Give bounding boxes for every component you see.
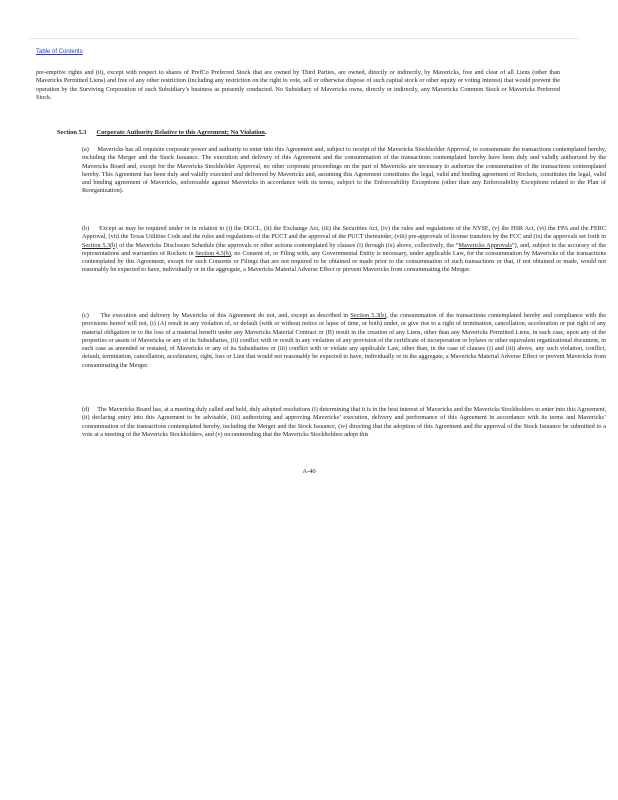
paragraph-b-text-2: of the Mavericks Disclosure Schedule (the approvals or other actions contemplated by clauses (i) through (ix) above, collectively, the “ [119,241,459,249]
paragraph-c-text-2: , the consummation of the transactions contemplated hereby and compliance with the provisions hereof will not, (i) (A) result in any violation of, or default (with or without notice or lapse of time, or both) under, or give rise to a right of termination, cancellation, acceleration or put right of any material obligation or to the loss of a material benefit under any Mavericks Material Contract or (B) result in the creation of any Liens, other than any Mavericks Permitted Liens, in each case, upon any of the properties or assets of Mavericks or any of its Subsidiaries, (ii) conflict with or result in any violation of any provision of the certificate of incorporation or bylaws or other equivalent organizational document, in each case as amended or restated, of Mavericks or any of its Subsidiaries or (iii) conflict with or violate any applicable Law, other than, in the case of clauses (i) and (iii) above, any such violation, conflict, default, termination, cancellation, acceleration, right, loss or Lien that would not reasonably be expected to have, individually or in the aggregate, a Mavericks Material Adverse Effect or prevent Mavericks from consummating the Merger. [82,312,607,369]
paragraph-a [36,146,606,196]
section-4-3-b-reference[interactable]: Section 4.3(b) [195,249,231,257]
paragraph-b-text-4: , no Consent of, or Filing with, any Governmental Entity is necessary, under applicable Law, for the consummation by Mavericks of the transactions contemplated by this Agreement, except for such Consents or Filings that are not required to be obtained or made prior to the consummation of such transactions or that, if not obtained or made, would not reasonably be expected to have, individually or in the aggregate, a Mavericks Material Adverse Effect or prevent Mavericks from consummating the Merger. [82,249,606,274]
section-title-end: . [264,129,267,136]
table-of-contents-link[interactable]: Table of Contents [36,49,83,55]
paragraph-c [36,312,606,370]
paragraph-d [36,406,606,439]
paragraph-d-label: (d) [82,406,90,413]
section-number: Section 5.3 [57,129,87,136]
paragraph-d-text: The Mavericks Board has, at a meeting duly called and held, duly adopted resolutions (i) determining that it is in the best interest of Mavericks and the Mavericks Stockholders to enter into this Agreement, (ii) declaring entry into this Agreement to be advisable, (iii) authorizing and approving Mavericks’ execution, delivery and performance of this Agreement in accordance with its terms and Mavericks’ consummation of the transactions contemplated hereby, including the Merger and the Stock Issuance, (iv) directing that the adoption of this Agreement and the approval of the Stock Issuance be submitted to a vote at a meeting of the Mavericks Stockholders, and (v) recommending that the Mavericks Stockholders adopt this [82,406,607,438]
paragraph-b-label: (b) [82,225,90,232]
paragraph-continuation: pre-emptive rights and (ii), except with respect to shares of PrefCo Preferred Stock that are owned by Third Parties, are owned, directly or indirectly, by Mavericks, free and clear of all Liens (other than Mavericks Permitted Liens) and free of any other restriction (including any restriction on the right to vote, sell or otherwise dispose of such capital stock or other equity or voting interest) that would prevent the operation by the Surviving Corporation of such Subsidiary’s business as presently conducted. No Subsidiary of Mavericks owns, directly or indirectly, any Mavericks Common Stock or Mavericks Preferred Stock. [36,69,560,101]
paragraph-a-text: Mavericks has all requisite corporate power and authority to enter into this Agreement and, subject to receipt of the Mavericks Stockholder Approval, to consummate the transactions contemplated hereby, including the Merger and the Stock Issuance. The execution and delivery of this Agreement and the consummation of the transactions contemplated hereby have been duly and validly authorized by the Mavericks Board and, except for the Mavericks Stockholder Approval, no other corporate proceedings on the part of Mavericks are necessary to authorize the consummation of the transactions contemplated hereby. This Agreement has been duly and validly executed and delivered by Mavericks and, assuming this Agreement constitutes the legal, valid and binding agreement of Rockets, constitutes the legal, valid and binding agreement of Mavericks, enforceable against Mavericks in accordance with its terms, subject to the Enforceability Exceptions (other than any Enforceability Exceptions related to the Plan of Reorganization). [82,146,607,195]
paragraph-c-label: (c) [82,312,89,319]
paragraph-c-text-1: The execution and delivery by Mavericks of this Agreement do not, and, except as described in [100,312,349,319]
section-5-3-b-reference[interactable]: Section 5.3(b) [82,241,118,249]
section-5-3-b-reference-2[interactable]: Section 5.3(b) [350,312,387,319]
mavericks-approvals-term: Mavericks Approvals [458,241,512,249]
paragraph-b-text-1: Except as may be required under or in relation to (i) the DGCL, (ii) the Exchange Act, (iii) the Securities Act, (iv) the rules and regulations of the NYSE, (v) the HSR Act, (vi) the FPA and the FERC Approval, (vii) the Texas Utilities Code and the rules and regulations of the PUCT and the approval of the PUCT thereunder, (viii) pre-approvals of license transfers by the FCC and (ix) the approvals set forth in [82,225,606,241]
section-heading [57,129,266,136]
section-title: Corporate Authority Relative to this Agreement; No Violation [96,129,265,136]
top-divider [30,38,579,39]
paragraph-b [36,225,606,275]
paragraph-a-label: (a) [82,146,89,153]
page-number: A-40 [302,468,316,475]
paragraph-b-text-3: ”), and, subject to the accuracy of the representations and warranties of Rockets in [82,241,606,257]
